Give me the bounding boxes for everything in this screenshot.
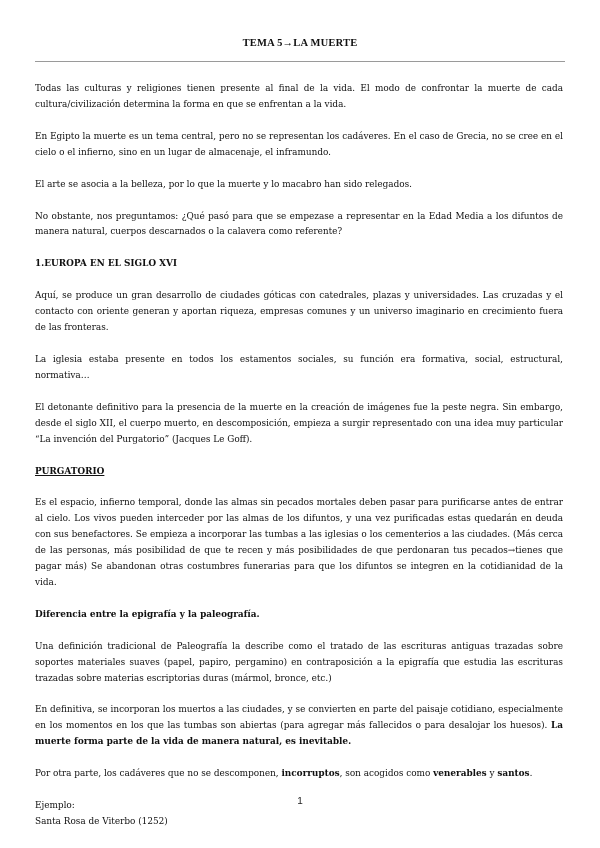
diferencia-paragraph-3 bbox=[35, 767, 563, 783]
diferencia-paragraph-1: Una definición tradicional de Paleografía la describe como el tratado de las escrituras antiguas trazadas sobre soportes materiales suaves (papel, papiro, pergamino) en contraposición a la epigrafía que estudia las escrituras trazadas sobre materias escriptorias duras (mármol, bronce, etc.) bbox=[35, 641, 563, 684]
sentence-end: . bbox=[529, 769, 533, 780]
intro-paragraph-4: No obstante, nos preguntamos: ¿Qué pasó para que se empezase a representar en la Edad Media a los difuntos de manera natural, cuerpos descarnados o la calavera como referente? bbox=[35, 211, 563, 238]
title-divider bbox=[35, 61, 565, 62]
diferencia-paragraph-2 bbox=[35, 703, 563, 751]
section-heading-diferencia: Diferencia entre la epigrafía y la paleografía. bbox=[35, 609, 260, 620]
europa-paragraph-3: El detonante definitivo para la presencia de la muerte en la creación de imágenes fue la peste negra. Sin embargo, desde el siglo XII, el cuerpo muerto, en descomposición, empieza a surgir representado con una idea muy particular “La invención del Purgatorio” (Jacques Le Goff). bbox=[35, 402, 563, 445]
purgatorio-paragraph: Es el espacio, infierno temporal, donde las almas sin pecados mortales deben pasar para purificarse antes de entrar al cielo. Los vivos pueden interceder por las almas de los difuntos, y una vez purificadas estas quedarán en deuda con sus benefactores. Se empieza a incorporar las tumbas a las iglesias o los cementerios a las ciudades. (Más cerca de las personas, más posibilidad de que te recen y más posibilidades de que perdonaran tus pecados→tienes que pagar más) Se abandonan otras costumbres funerarias para que los difuntos se integren en la cotidianidad de la vida. bbox=[35, 498, 563, 588]
page-number: 1 bbox=[297, 796, 303, 807]
europa-paragraph-2: La iglesia estaba presente en todos los estamentos sociales, su función era formativa, social, estructural, normativa… bbox=[35, 354, 563, 381]
document-body bbox=[35, 82, 563, 831]
page-title: TEMA 5→LA MUERTE bbox=[242, 38, 358, 49]
incorruptos-term: incorruptos bbox=[281, 769, 340, 780]
intro-paragraph-2: En Egipto la muerte es un tema central, pero no se representan los cadáveres. En el caso de Grecia, no se cree en el cielo o el infierno, sino en un lugar de almacenaje, el inframundo. bbox=[35, 131, 563, 158]
venerables-term: venerables bbox=[433, 769, 487, 780]
conjunction: y bbox=[486, 769, 498, 780]
diferencia-emphasis: La muerte forma parte de la vida de manera natural, es inevitable. bbox=[35, 721, 563, 748]
intro-paragraph-1: Todas las culturas y religiones tienen presente al final de la vida. El modo de confrontar la muerte de cada cultura/civilización determina la forma en que se enfrentan a la vida. bbox=[35, 84, 563, 110]
incorruptos-mid: , son acogidos como bbox=[339, 769, 434, 780]
example-label: Ejemplo: bbox=[35, 801, 75, 812]
santos-term: santos bbox=[497, 769, 530, 780]
europa-paragraph-1: Aquí, se produce un gran desarrollo de ciudades góticas con catedrales, plazas y universidades. Las cruzadas y el contacto con oriente generan y aportan riqueza, empresas comunes y un universo imaginario en crecimiento fuera de las fronteras. bbox=[35, 291, 563, 334]
section-heading-europa: 1.EUROPA EN EL SIGLO XVI bbox=[35, 259, 178, 270]
intro-paragraph-3: El arte se asocia a la belleza, por lo que la muerte y lo macabro han sido relegados. bbox=[35, 179, 412, 190]
diferencia-text: En definitiva, se incorporan los muertos a las ciudades, y se convierten en parte del paisaje cotidiano, especialmente en los momentos en los que las tumbas son abiertas (para agregar más fallecidos o para desalojar los huesos). bbox=[35, 705, 563, 732]
incorruptos-lead: Por otra parte, los cadáveres que no se descomponen, bbox=[35, 769, 282, 780]
section-heading-purgatorio: PURGATORIO bbox=[35, 466, 105, 477]
example-text: Santa Rosa de Viterbo (1252) bbox=[35, 817, 168, 827]
